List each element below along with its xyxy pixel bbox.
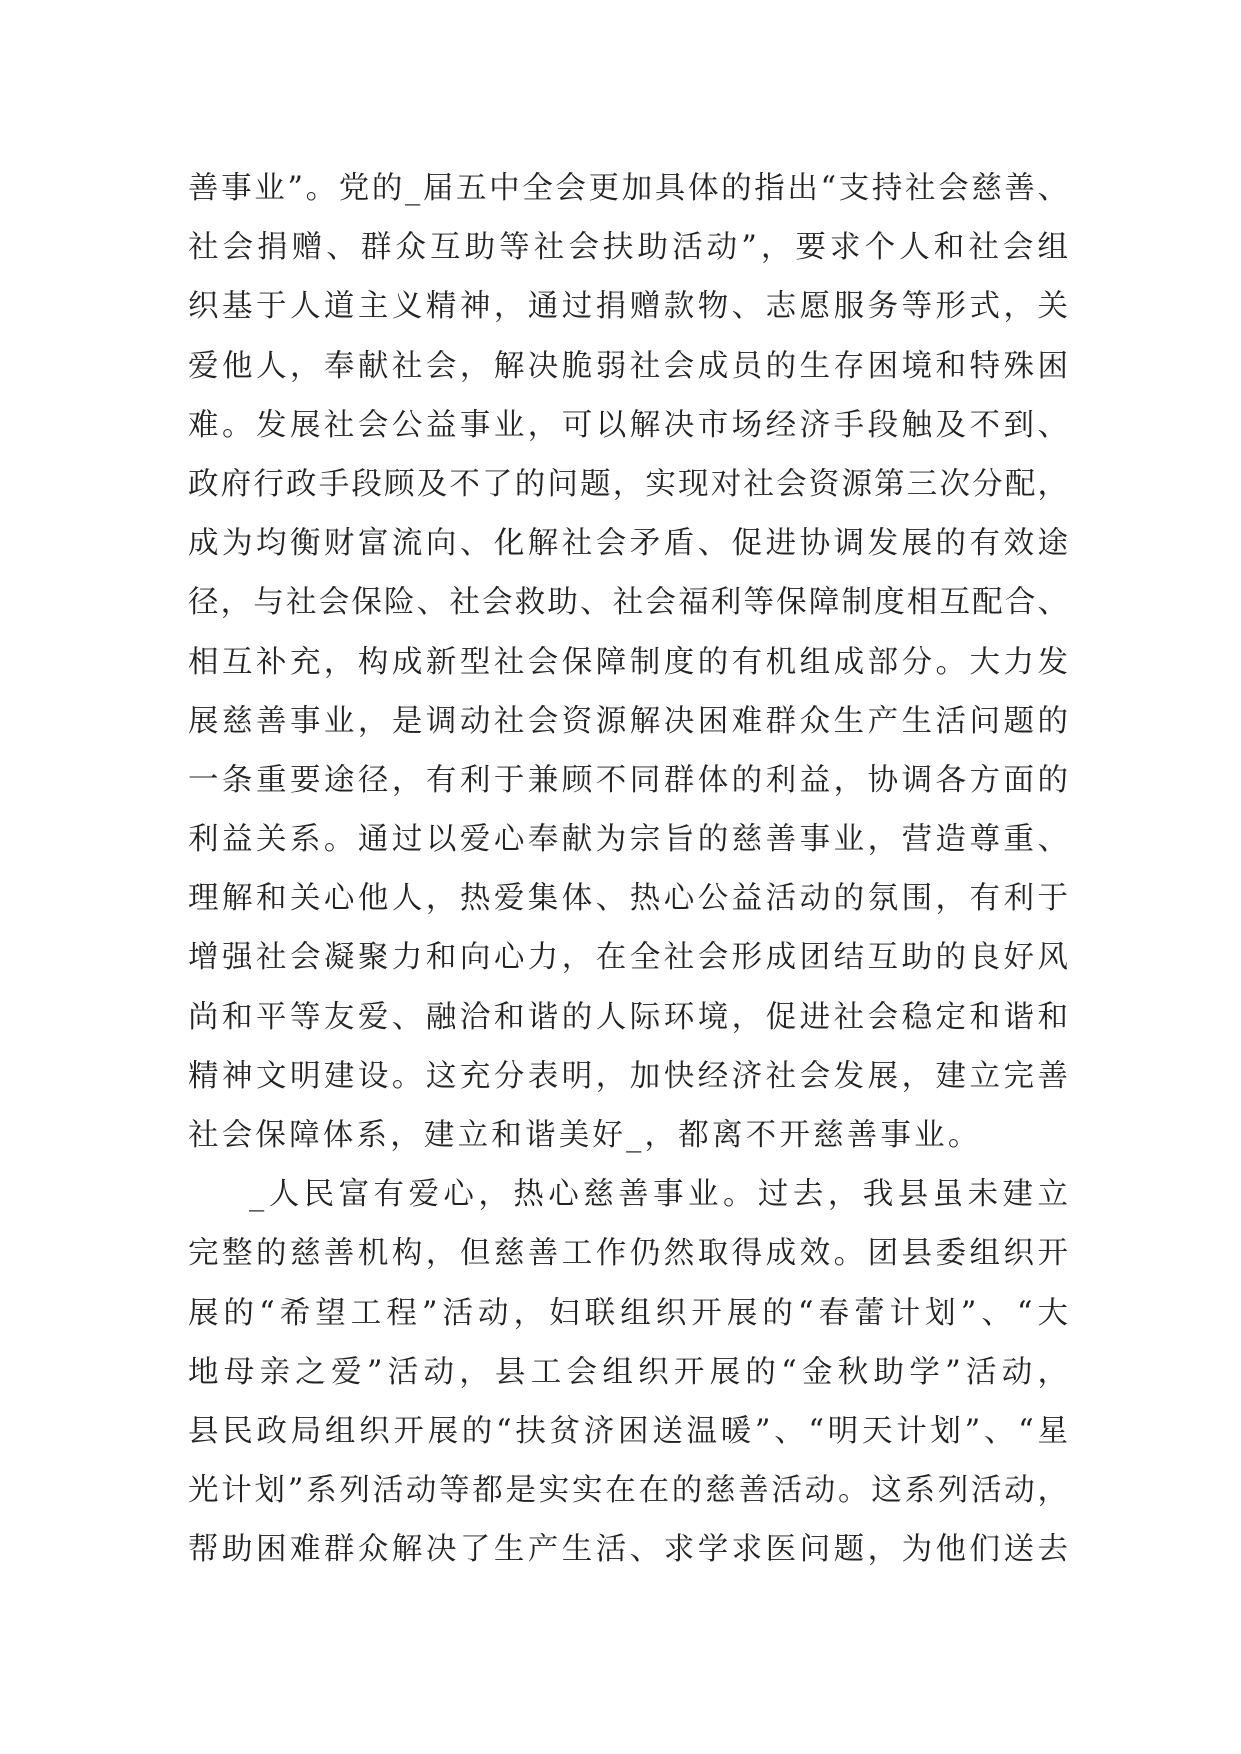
- text-line: 善事业”。党的_届五中全会更加具体的指出“支持社会慈善、: [188, 171, 1068, 206]
- text-line: 帮助困难群众解决了生产生活、求学求医问题，为他们送去: [188, 1532, 1068, 1568]
- text-line: 社会捐赠、群众互助等社会扶助活动”，要求个人和社会组: [188, 230, 1068, 266]
- text-line: 相互补充，构成新型社会保障制度的有机组成部分。大力发: [188, 644, 1068, 680]
- text-line: 理解和关心他人，热爱集体、热心公益活动的氛围，有利于: [188, 881, 1068, 917]
- text-line: 地母亲之爱”活动，县工会组织开展的“金秋助学”活动，: [188, 1354, 1068, 1390]
- text-line: 爱他人，奉献社会，解决脆弱社会成员的生存困境和特殊困: [188, 348, 1068, 384]
- text-line: 尚和平等友爱、融洽和谐的人际环境，促进社会稳定和谐和: [188, 999, 1068, 1035]
- text-line: 完整的慈善机构，但慈善工作仍然取得成效。团县委组织开: [188, 1236, 1068, 1272]
- text-line: 一条重要途径，有利于兼顾不同群体的利益，协调各方面的: [188, 762, 1068, 798]
- text-line: 展慈善事业，是调动社会资源解决困难群众生产生活问题的: [188, 703, 1068, 739]
- text-line: 利益关系。通过以爱心奉献为宗旨的慈善事业，营造尊重、: [188, 822, 1068, 858]
- text-line: 展的“希望工程”活动，妇联组织开展的“春蕾计划”、“大: [188, 1295, 1068, 1331]
- text-line: 织基于人道主义精神，通过捐赠款物、志愿服务等形式，关: [188, 289, 1068, 325]
- text-line: 径，与社会保险、社会救助、社会福利等保障制度相互配合、: [188, 585, 1068, 621]
- text-line: 成为均衡财富流向、化解社会矛盾、促进协调发展的有效途: [188, 526, 1068, 562]
- paragraph-start-line: _人民富有爱心，热心慈善事业。过去，我县虽未建立: [249, 1177, 1068, 1213]
- text-line: 县民政局组织开展的“扶贫济困送温暖”、“明天计划”、“星: [188, 1413, 1068, 1449]
- text-line: 精神文明建设。这充分表明，加快经济社会发展，建立完善: [188, 1058, 1068, 1094]
- paragraph-end-line: 社会保障体系，建立和谐美好_，都离不开慈善事业。: [188, 1118, 982, 1153]
- text-line: 难。发展社会公益事业，可以解决市场经济手段触及不到、: [188, 407, 1068, 443]
- text-line: 光计划”系列活动等都是实实在在的慈善活动。这系列活动，: [188, 1473, 1068, 1509]
- text-line: 增强社会凝聚力和向心力，在全社会形成团结互助的良好风: [188, 940, 1068, 976]
- body-text: [188, 159, 1068, 1580]
- text-line: 政府行政手段顾及不了的问题，实现对社会资源第三次分配，: [188, 466, 1068, 502]
